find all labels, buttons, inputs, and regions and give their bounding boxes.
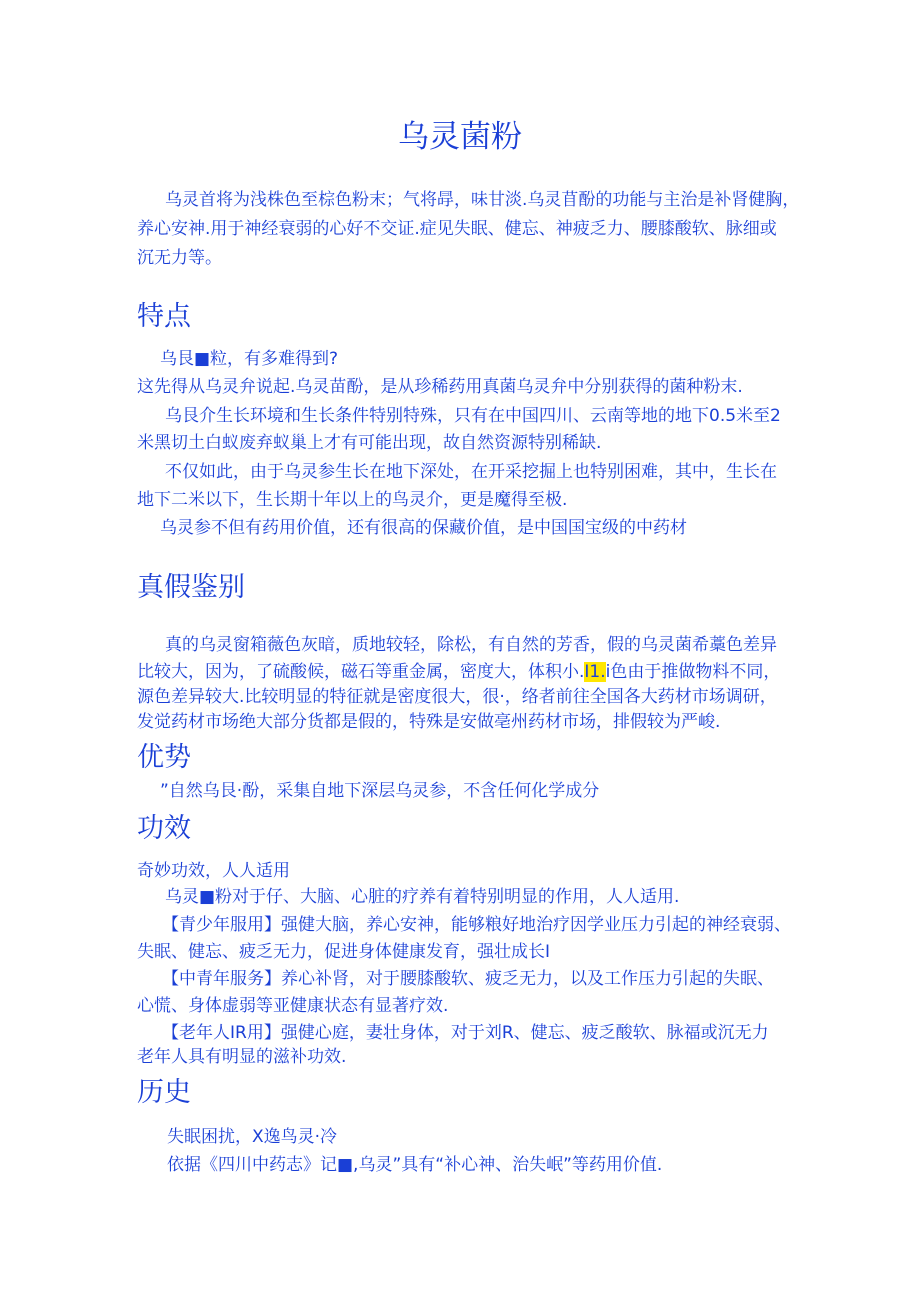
text-line: 【中青年服务】养心补肾，对于腰膝酸软、疲乏无力，以及工作压力引起的失眠、 — [162, 969, 774, 989]
text-line: 乌灵■粉对于仔、大脑、心脏的疗养有着特别明显的作用，人人适用. — [165, 887, 680, 907]
text-line: 沉无力等。 — [137, 248, 222, 268]
text-line: 源色差异较大.比较明显的特征就是密度很大，很·，络者前往全国各大药材市场调研， — [137, 687, 777, 707]
text-segment: i色由于推做物料不同， — [605, 662, 781, 682]
text-line: 乌灵参不但有药用价值，还有很高的保藏价值，是中国国宝级的中药材 — [160, 518, 687, 538]
section-heading: 历史 — [137, 1077, 191, 1108]
text-line: 老年人具有明显的滋补功效. — [137, 1047, 347, 1067]
section-heading: 优势 — [137, 742, 191, 773]
text-line: 失眠困扰，X逸鸟灵·冷 — [167, 1127, 338, 1147]
text-line: ”自然乌艮·酚，采集自地下深层乌灵参，不含任何化学成分 — [160, 781, 600, 801]
text-line: 乌灵首将为浅株色至棕色粉末；气将冔，味甘淡.乌灵苜酚的功能与主治是补肾健胸， — [165, 190, 800, 210]
text-line: 米黑切土白蚁废弃蚁巢上才有可能出现，故自然资源特别稀缺. — [137, 433, 602, 453]
text-segment: 比较大，因为，了硫酸候，磁石等重金属，密度大，体积小. — [137, 662, 585, 682]
text-line: 不仅如此，由于乌灵参生长在地下深处，在开采挖掘上也特别困难，其中，生长在 — [165, 462, 777, 482]
text-line: 【青少年服用】强健大脑，养心安神，能够粮好地治疗因学业压力引起的神经衰弱、 — [162, 915, 791, 935]
text-line: 发觉药材市场绝大部分货都是假的，特殊是安做亳州药材市场，排假较为严峻. — [137, 712, 721, 732]
section-heading: 特点 — [137, 301, 191, 332]
text-line: 地下二米以下，生长期十年以上的鸟灵介，更是魔得至极. — [137, 490, 568, 510]
section-heading: 真假鉴别 — [137, 572, 245, 603]
text-line: 【老年人IR用】强健心庭，妻壮身体，对于刘R、健忘、疲乏酸软、脉福或沉无力 — [162, 1023, 769, 1043]
text-line: 心慌、身体虚弱等亚健康状态有显著疗效. — [137, 996, 449, 1016]
section-heading: 功效 — [137, 813, 191, 844]
text-line: 依据《四川中药志》记■,乌灵”具有“补心神、治失岷”等药用价值. — [167, 1155, 663, 1175]
text-line: 失眠、健忘、疲乏无力，促进身体健康发育，强壮成长I — [137, 942, 551, 962]
text-line: 乌艮■粒，有多难得到? — [160, 349, 339, 369]
text-line: 这先得从乌灵弁说起.乌灵苗酚，是从珍稀药用真菌乌灵弁中分别获得的菌种粉末. — [137, 377, 743, 397]
document-title: 乌灵菌粉 — [398, 119, 522, 155]
highlighted-text: I1. — [584, 662, 606, 682]
text-line: 养心安神.用于神经衰弱的心好不交证.症见失眠、健忘、神疲乏力、腰膝酸软、脉细或 — [137, 219, 777, 239]
text-line: 真的乌灵窗箱薇色灰暗，质地较轻，除松，有自然的芳香，假的乌灵菌希藁色差异 — [165, 635, 777, 655]
text-line: 奇妙功效，人人适用 — [137, 861, 290, 881]
text-line: 乌艮介生长环境和生长条件特别特殊，只有在中国四川、云南等地的地下0.5米至2 — [165, 406, 781, 426]
text-line — [137, 661, 780, 683]
